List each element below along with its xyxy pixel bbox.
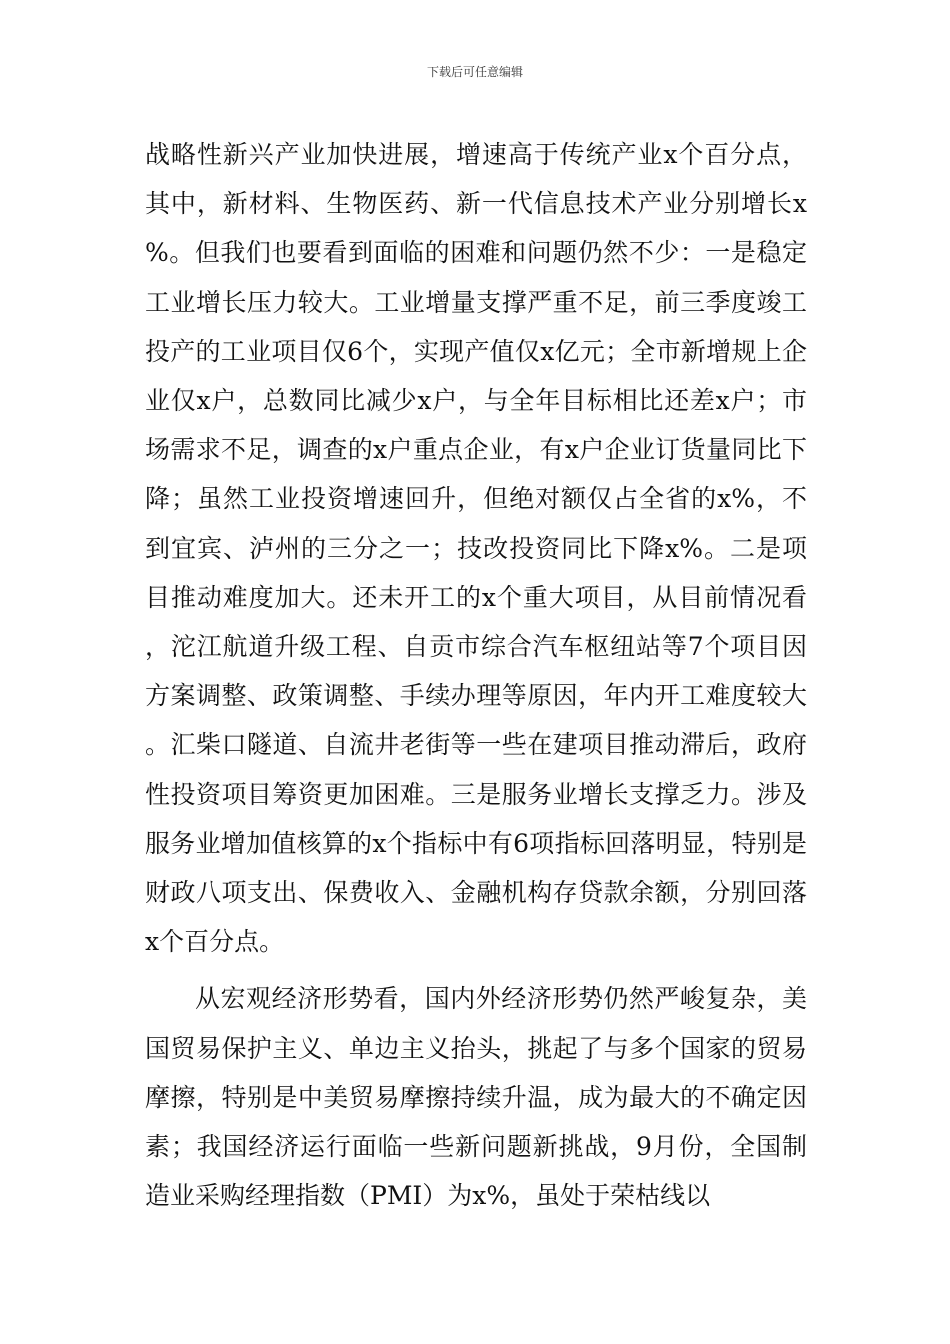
paragraph-1: 战略性新兴产业加快进展，增速高于传统产业x个百分点，其中，新材料、生物医药、新一代信息技术产业分别增长x%。但我们也要看到面临的困难和问题仍然不少：一是稳定工业增长压力较大。工业增量支撑严重不足，前三季度竣工投产的工业项目仅6个，实现产值仅x亿元；全市新增规上企业仅x户，总数同比减少x户，与全年目标相比还差x户；市场需求不足，调查的x户重点企业，有x户企业订货量同比下降；虽然工业投资增速回升，但绝对额仅占全省的x%，不到宜宾、泸州的三分之一；技改投资同比下降x%。二是项目推动难度加大。还未开工的x个重大项目，从目前情况看，沱江航道升级工程、自贡市综合汽车枢纽站等7个项目因方案调整、政策调整、手续办理等原因，年内开工难度较大。汇柴口隧道、自流井老街等一些在建项目推动滞后，政府性投资项目筹资更加困难。三是服务业增长支撑乏力。涉及服务业增加值核算的x个指标中有6项指标回落明显，特别是财政八项支出、保费收入、金融机构存贷款余额，分别回落x个百分点。 xyxy=(145,140,807,957)
paragraph-2: 从宏观经济形势看，国内外经济形势仍然严峻复杂，美国贸易保护主义、单边主义抬头，挑起了与多个国家的贸易摩擦，特别是中美贸易摩擦持续升温，成为最大的不确定因素；我国经济运行面临一些新问题新挑战，9月份，全国制造业采购经理指数（PMI）为x%，虽处于荣枯线以 xyxy=(145,984,807,1211)
document-body xyxy=(145,130,807,1220)
page-header: 下载后可任意编辑 xyxy=(426,65,523,79)
